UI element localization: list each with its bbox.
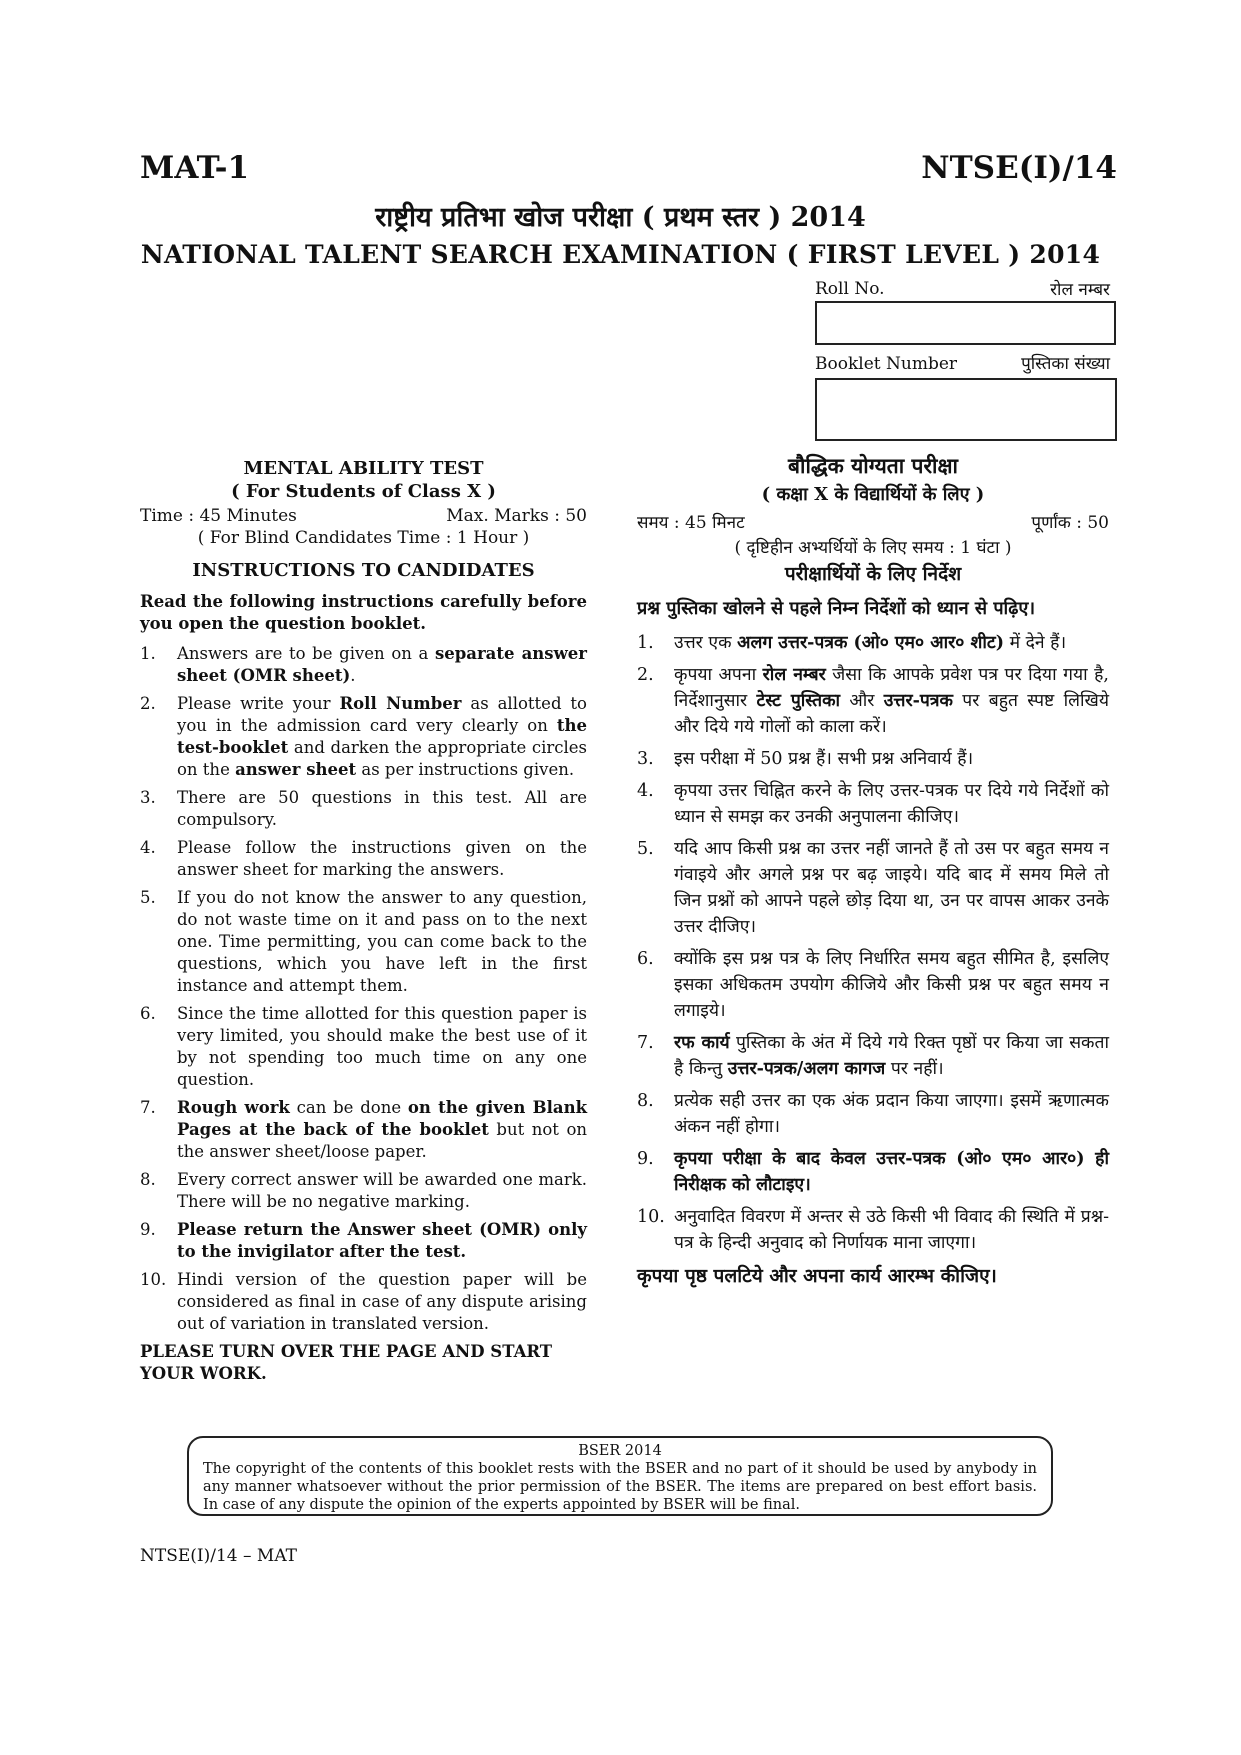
- booklet-number-label-hindi: पुस्तिका संख्या: [1021, 354, 1110, 374]
- closing-note: PLEASE TURN OVER THE PAGE AND START YOUR WORK.: [140, 1342, 553, 1383]
- instruction-text: Hindi version of the question paper will be considered as final in case of any dispute arising out of variation in translated version.: [177, 1270, 587, 1333]
- instruction-number: 4.: [140, 838, 156, 857]
- instruction-item: [140, 837, 587, 881]
- booklet-number-label: Booklet Number: [815, 354, 958, 374]
- instruction-number: 4.: [637, 781, 654, 801]
- instruction-item-hindi: [637, 630, 1109, 656]
- instruction-text: Rough work can be done on the given Blank Pages at the back of the booklet but not on the answer sheet/loose paper.: [177, 1098, 588, 1161]
- instruction-number: 5.: [140, 888, 156, 907]
- test-name-hindi: बौद्धिक योग्यता परीक्षा: [788, 453, 958, 478]
- instructions-intro-hindi: प्रश्न पुस्तिका खोलने से पहले निम्न निर्देशों को ध्यान से पढ़िए।: [637, 598, 1036, 619]
- notice-body: The copyright of the contents of this booklet rests with the BSER and no part of it should be used by anybody in any manner whatsoever without the prior permission of the BSER. The items are prepared on best effort basis. In case of any dispute the opinion of the experts appointed by BSER will be final.: [203, 1461, 1037, 1513]
- max-marks-text: Max. Marks : 50: [446, 506, 587, 526]
- instruction-number: 7.: [140, 1098, 156, 1117]
- time-text: Time : 45 Minutes: [140, 506, 297, 526]
- instruction-number: 10.: [140, 1270, 167, 1289]
- instruction-item-hindi: [637, 1204, 1109, 1256]
- instruction-item-hindi: [637, 746, 1109, 772]
- copyright-notice: [187, 1436, 1053, 1516]
- notice-title: BSER 2014: [578, 1443, 662, 1459]
- class-line-hindi: ( कक्षा X के विद्यार्थियों के लिए ): [761, 484, 985, 505]
- instruction-item-hindi: [637, 1146, 1109, 1198]
- instruction-text: कृपया परीक्षा के बाद केवल उत्तर-पत्रक (ओ० एम० आर०) ही निरीक्षक को लौटाइए।: [674, 1149, 1109, 1195]
- instruction-item: [140, 1003, 587, 1091]
- paper-code-left: MAT-1: [140, 150, 250, 186]
- instruction-item-hindi: [637, 836, 1109, 940]
- instruction-number: 1.: [140, 644, 156, 663]
- test-name: MENTAL ABILITY TEST: [243, 458, 484, 479]
- instruction-text: Since the time allotted for this question paper is very limited, you should make the best use of it by not spending too much time on any one question.: [177, 1004, 587, 1089]
- page-title-hindi: राष्ट्रीय प्रतिभा खोज परीक्षा ( प्रथम स्तर ) 2014: [375, 202, 866, 233]
- instruction-number: 1.: [637, 633, 654, 653]
- instruction-number: 5.: [637, 839, 654, 859]
- instruction-item: [140, 1219, 587, 1263]
- instruction-text: प्रत्येक सही उत्तर का एक अंक प्रदान किया जाएगा। इसमें ऋणात्मक अंकन नहीं होगा।: [674, 1091, 1109, 1137]
- instruction-item: [140, 693, 587, 781]
- instruction-text: There are 50 questions in this test. All are compulsory.: [177, 788, 587, 829]
- instruction-number: 6.: [637, 949, 654, 969]
- instruction-number: 10.: [637, 1207, 665, 1227]
- english-column: [140, 458, 587, 1385]
- page-title-english: NATIONAL TALENT SEARCH EXAMINATION ( FIRST LEVEL ) 2014: [140, 240, 1101, 269]
- blind-note: ( For Blind Candidates Time : 1 Hour ): [197, 528, 530, 548]
- instruction-number: 2.: [637, 665, 654, 685]
- instruction-item-hindi: [637, 1088, 1109, 1140]
- roll-number-label-hindi: रोल नम्बर: [1050, 280, 1110, 300]
- instruction-number: 8.: [140, 1170, 156, 1189]
- instruction-text: Please write your Roll Number as allotted to you in the admission card very clearly on the test-booklet and darken the appropriate circles on the answer sheet as per instructions given.: [177, 694, 587, 779]
- instruction-text: क्योंकि इस प्रश्न पत्र के लिए निर्धारित समय बहुत सीमित है, इसलिए इसका अधिकतम उपयोग कीजिये और किसी प्रश्न पर बहुत समय न लगाइये।: [674, 949, 1109, 1021]
- instruction-text: Please return the Answer sheet (OMR) only to the invigilator after the test.: [177, 1220, 587, 1261]
- instructions-intro: Read the following instructions carefully before you open the question booklet.: [140, 592, 587, 633]
- footer-code: NTSE(I)/14 – MAT: [140, 1546, 298, 1566]
- time-text-hindi: समय : 45 मिनट: [637, 513, 745, 533]
- instruction-item: [140, 643, 587, 687]
- instruction-text: If you do not know the answer to any question, do not waste time on it and pass on to the next one. Time permitting, you can come back to the questions, which you have left in the first instance and attempt them.: [177, 888, 587, 995]
- roll-number-label: Roll No.: [815, 279, 885, 299]
- instruction-text: अनुवादित विवरण में अन्तर से उठे किसी भी विवाद की स्थिति में प्रश्न-पत्र के हिन्दी अनुवाद को निर्णायक माना जाएगा।: [674, 1207, 1109, 1253]
- booklet-number-box[interactable]: [815, 378, 1117, 441]
- instruction-text: कृपया उत्तर चिह्नित करने के लिए उत्तर-पत्रक पर दिये गये निर्देशों को ध्यान से समझ कर उनकी अनुपालना कीजिए।: [674, 781, 1109, 827]
- instructions-heading-hindi: परीक्षार्थियों के लिए निर्देश: [784, 563, 962, 585]
- instruction-text: Answers are to be given on a separate answer sheet (OMR sheet).: [177, 644, 587, 685]
- instruction-text: Please follow the instructions given on the answer sheet for marking the answers.: [177, 838, 587, 879]
- instructions-list: [140, 643, 587, 1335]
- class-line: ( For Students of Class X ): [231, 481, 496, 502]
- instruction-item: [140, 1269, 587, 1335]
- instructions-heading: INSTRUCTIONS TO CANDIDATES: [192, 560, 535, 581]
- roll-number-box[interactable]: [815, 301, 1116, 345]
- instruction-item-hindi: [637, 1030, 1109, 1082]
- instruction-text: यदि आप किसी प्रश्न का उत्तर नहीं जानते हैं तो उस पर बहुत समय न गंवाइये और अगले प्रश्न पर बढ़ जाइये। यदि बाद में समय मिले तो जिन प्रश्नों को आपने पहले छोड़ दिया था, उन पर वापस आकर उनके उत्तर दीजिए।: [674, 839, 1109, 937]
- instruction-number: 9.: [140, 1220, 156, 1239]
- instruction-text: कृपया अपना रोल नम्बर जैसा कि आपके प्रवेश पत्र पर दिया गया है, निर्देशानुसार टेस्ट पुस्तिका और उत्तर-पत्रक पर बहुत स्पष्ट लिखिये और दिये गये गोलों को काला करें।: [674, 665, 1109, 737]
- instruction-number: 2.: [140, 694, 156, 713]
- instruction-number: 8.: [637, 1091, 654, 1111]
- instruction-number: 6.: [140, 1004, 156, 1023]
- hindi-column: [637, 452, 1109, 1288]
- instruction-item-hindi: [637, 946, 1109, 1024]
- instruction-number: 3.: [140, 788, 156, 807]
- time-marks-row: [140, 506, 587, 526]
- instructions-list-hindi: [637, 630, 1109, 1256]
- instruction-text: इस परीक्षा में 50 प्रश्न हैं। सभी प्रश्न अनिवार्य हैं।: [674, 749, 974, 769]
- instruction-number: 7.: [637, 1033, 654, 1053]
- instruction-item-hindi: [637, 662, 1109, 740]
- instruction-item: [140, 787, 587, 831]
- instruction-item-hindi: [637, 778, 1109, 830]
- closing-note-hindi: कृपया पृष्ठ पलटिये और अपना कार्य आरम्भ कीजिए।: [637, 1265, 997, 1287]
- blind-note-hindi: ( दृष्टिहीन अभ्यर्थियों के लिए समय : 1 घंटा ): [734, 538, 1012, 558]
- time-marks-row-hindi: [637, 510, 1109, 533]
- instruction-number: 3.: [637, 749, 654, 769]
- instruction-text: Every correct answer will be awarded one mark. There will be no negative marking.: [177, 1170, 587, 1211]
- instruction-item: [140, 887, 587, 997]
- instruction-item: [140, 1097, 587, 1163]
- paper-code-right: NTSE(I)/14: [921, 150, 1117, 186]
- max-marks-text-hindi: पूर्णांक : 50: [1031, 513, 1109, 533]
- instruction-text: उत्तर एक अलग उत्तर-पत्रक (ओ० एम० आर० शीट) में देने हैं।: [674, 633, 1067, 653]
- instruction-number: 9.: [637, 1149, 654, 1169]
- instruction-text: रफ कार्य पुस्तिका के अंत में दिये गये रिक्त पृष्ठों पर किया जा सकता है किन्तु उत्तर-पत्रक/अलग कागज पर नहीं।: [674, 1033, 1109, 1079]
- instruction-item: [140, 1169, 587, 1213]
